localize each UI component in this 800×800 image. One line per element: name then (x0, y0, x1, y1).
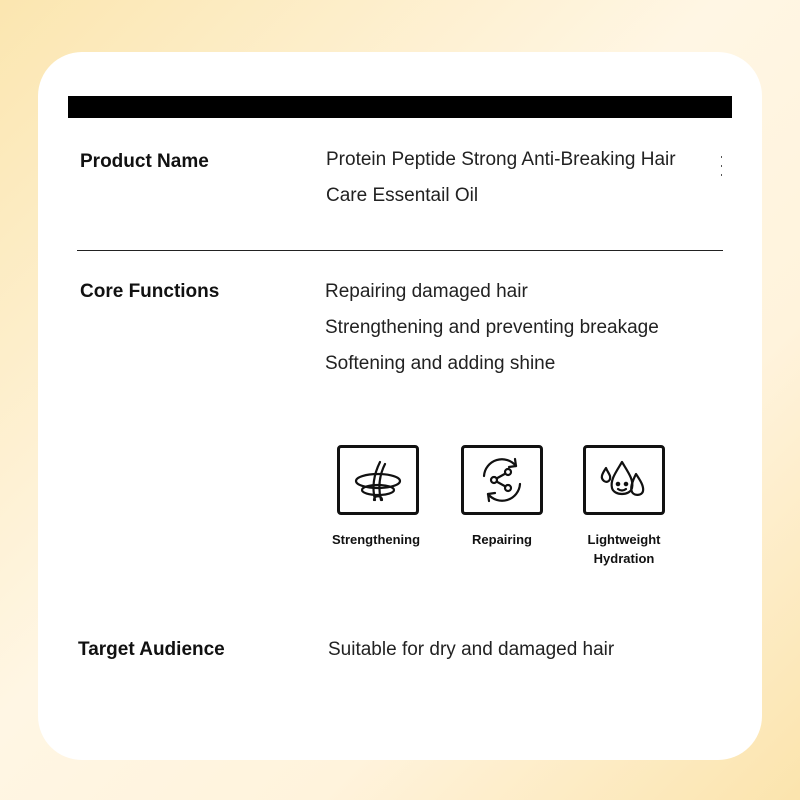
info-card (38, 52, 762, 760)
core-functions-label: Core Functions (80, 281, 220, 302)
hair-strand-icon (337, 445, 419, 515)
core-function-item: Strengthening and preventing breakage (325, 317, 659, 338)
core-function-item: Softening and adding shine (325, 353, 556, 374)
product-name-line: Care Essentail Oil (326, 185, 479, 206)
text-edge-marker (721, 156, 722, 182)
repair-cycle-icon (461, 445, 543, 515)
water-drops-icon (583, 445, 665, 515)
core-function-item: Repairing damaged hair (325, 281, 528, 302)
target-audience-value: Suitable for dry and damaged hair (328, 639, 615, 660)
product-name-label: Product Name (80, 151, 209, 172)
core-functions-list (325, 274, 659, 382)
product-name-value (326, 142, 676, 214)
row-divider (77, 250, 723, 251)
icon-label-repairing: Repairing (472, 532, 532, 547)
icon-label-strengthening: Strengthening (331, 532, 421, 547)
target-audience-label: Target Audience (78, 639, 225, 660)
header-bar (68, 96, 732, 118)
icon-label-hydration: Lightweight Hydration (587, 532, 661, 566)
product-name-line: Protein Peptide Strong Anti-Breaking Hair (326, 149, 676, 170)
